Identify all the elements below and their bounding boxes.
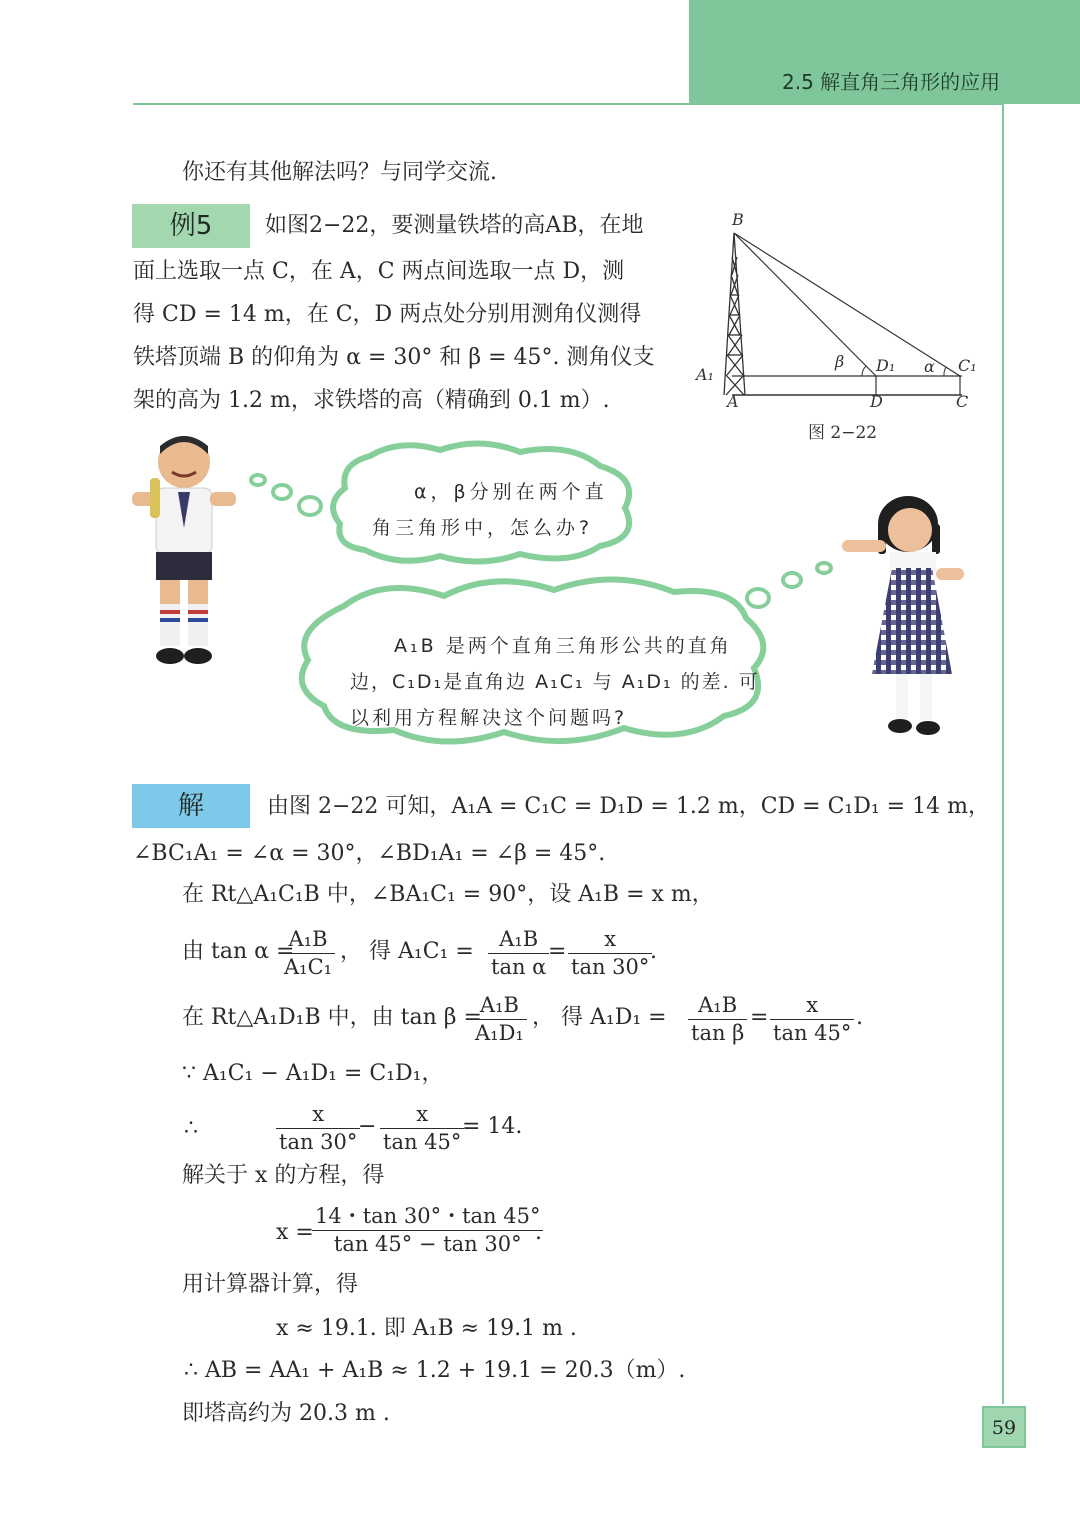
tower-icon (724, 233, 745, 395)
eq1-fraction-2: $\frac{\text{A₁B}}{\text{tan α}}$ (488, 929, 549, 978)
therefore-fraction-2: $\frac{x}{\tan 45^\circ}$ (380, 1104, 464, 1153)
eq2-equals: = (750, 1005, 769, 1030)
figure-caption: 图 2−22 (808, 423, 878, 443)
eq1-equals: = (548, 939, 567, 964)
girl-bubble-line-2: 边，C₁D₁是直角边 A₁C₁ 与 A₁D₁ 的差. 可 (350, 671, 760, 693)
x-eq-end: . (535, 1220, 542, 1245)
label-a: A (727, 392, 739, 411)
approx-line: x ≈ 19.1. 即 A₁B ≈ 19.1 m . (276, 1316, 577, 1341)
intro-text: 你还有其他解法吗？与同学交流. (182, 160, 497, 185)
x-eq-lhs: x = (276, 1220, 314, 1245)
label-d1: D₁ (876, 356, 896, 375)
ab-line: ∴ AB = AA₁ + A₁B ≈ 1.2 + 19.1 = 20.3（m）. (184, 1358, 686, 1383)
eq2-fraction-2: $\frac{\text{A₁B}}{\text{tan β}}$ (688, 995, 747, 1044)
tower-figure (690, 205, 990, 445)
boy-illustration (128, 432, 240, 672)
label-c1: C₁ (958, 356, 977, 375)
eq2-end: . (856, 1005, 863, 1030)
final-line: 即塔高约为 20.3 m . (182, 1401, 390, 1426)
section-title: 2.5 解直角三角形的应用 (782, 70, 1001, 94)
girl-thought-bubble (284, 556, 844, 766)
label-beta: β (835, 352, 845, 371)
solve-line: 解关于 x 的方程，得 (182, 1163, 385, 1188)
boy-bubble-line-2: 角三角形中，怎么办? (372, 517, 594, 539)
header-rule (133, 103, 1003, 105)
label-b: B (732, 210, 744, 229)
example-line-1: 如图2−22，要测量铁塔的高AB，在地 (265, 213, 644, 238)
calc-line: 用计算器计算，得 (182, 1272, 359, 1297)
example-line-3: 得 CD = 14 m，在 C，D 两点处分别用测角仪测得 (133, 302, 642, 327)
eq1-end: . (650, 939, 657, 964)
therefore-minus: − (358, 1114, 377, 1139)
example-badge: 例5 (132, 204, 250, 248)
label-a1: A₁ (696, 365, 714, 384)
eq2-fraction-1: $\frac{\text{A₁B}}{\text{A₁D₁}}$ (472, 995, 527, 1044)
label-d: D (870, 392, 883, 411)
solution-line-3: 在 Rt△A₁C₁B 中，∠BA₁C₁ = 90°，设 A₁B = x m， (182, 882, 714, 907)
page-number: 59 (982, 1406, 1026, 1448)
therefore-symbol: ∴ (184, 1116, 198, 1141)
eq2-fraction-3: $\frac{x}{\tan 45^\circ}$ (770, 995, 854, 1044)
eq1-fraction-3: $\frac{x}{\tan 30^\circ}$ (568, 929, 652, 978)
therefore-fraction-1: $\frac{x}{\tan 30^\circ}$ (276, 1104, 360, 1153)
solution-badge: 解 (132, 784, 250, 828)
girl-illustration (836, 490, 976, 750)
example-line-5: 架的高为 1.2 m，求铁塔的高（精确到 0.1 m）. (133, 388, 610, 413)
eq1-prefix: 由 tan α = (182, 939, 295, 964)
eq1-fraction-1: $\frac{\text{A₁B}}{\text{A₁C₁}}$ (281, 929, 335, 978)
example-line-4: 铁塔顶端 B 的仰角为 α = 30° 和 β = 45°. 测角仪支 (133, 345, 655, 370)
therefore-rhs: = 14. (462, 1114, 523, 1139)
because-line: ∵ A₁C₁ − A₁D₁ = C₁D₁， (182, 1061, 444, 1086)
margin-rule (1002, 104, 1004, 1404)
eq2-mid: ， 得 A₁D₁ = (532, 1005, 667, 1030)
label-alpha: α (924, 357, 935, 376)
example-line-2: 面上选取一点 C，在 A，C 两点间选取一点 D，测 (133, 259, 625, 284)
eq1-mid: ， 得 A₁C₁ = (340, 939, 474, 964)
x-eq-fraction: $\frac{14・\tan 30^\circ・\tan 45^\circ}{\tan 45^\circ - \tan 30^\circ}$ (312, 1206, 543, 1255)
girl-bubble-line-1: A₁B 是两个直角三角形公共的直角 (394, 635, 732, 657)
label-c: C (956, 392, 969, 411)
girl-bubble-line-3: 以利用方程解决这个问题吗? (350, 707, 628, 729)
eq2-prefix: 在 Rt△A₁D₁B 中，由 tan β = (182, 1005, 482, 1030)
solution-line-2: ∠BC₁A₁ = ∠α = 30°，∠BD₁A₁ = ∠β = 45°. (133, 841, 606, 866)
solution-line-1: 由图 2−22 可知，A₁A = C₁C = D₁D = 1.2 m，CD = C₁D₁ = 14 m， (267, 794, 990, 819)
boy-bubble-line-1: α，β分别在两个直 (414, 481, 608, 503)
